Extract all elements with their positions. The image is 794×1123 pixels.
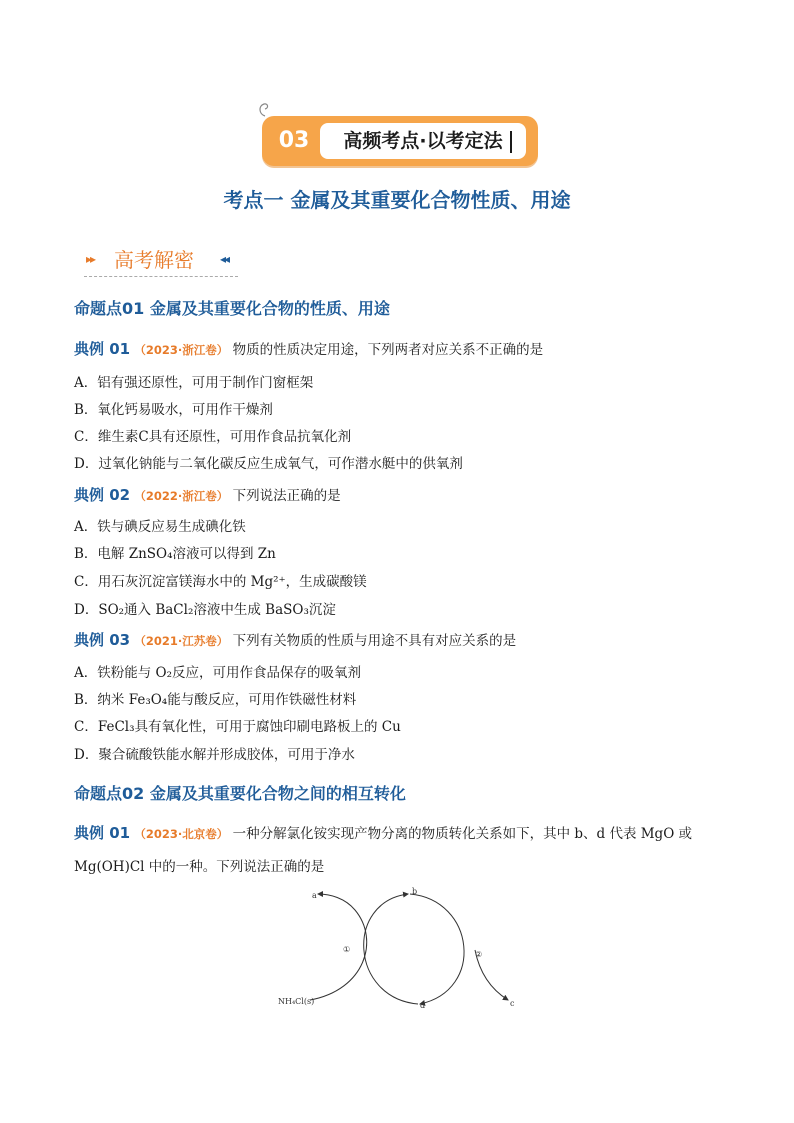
section-heading-label: 高考解密	[114, 248, 194, 272]
option-d: D．聚合硫酸铁能水解并形成胶体，可用于净水	[74, 747, 355, 763]
arrow-d-to-b	[364, 894, 418, 1004]
example-source: （2023·北京卷）	[134, 827, 229, 841]
page-title: 考点一 金属及其重要化合物性质、用途	[223, 188, 571, 212]
example-label: 典例 02	[74, 486, 131, 504]
option-c: C．用石灰沉淀富镁海水中的 Mg²⁺，生成碳酸镁	[74, 574, 367, 590]
option-a: A．铝有强还原性，可用于制作门窗框架	[74, 375, 314, 391]
option-d: D．过氧化钠能与二氧化碳反应生成氧气，可作潜水艇中的供氧剂	[74, 456, 463, 472]
diagram-label-c: c	[510, 999, 515, 1008]
option-b: B．氧化钙易吸水，可用作干燥剂	[74, 402, 273, 418]
conversion-diagram	[270, 880, 530, 1010]
section-heading	[84, 244, 240, 276]
badge-title	[320, 123, 526, 159]
example-question: 下列说法正确的是	[232, 488, 341, 504]
example-source: （2022·浙江卷）	[134, 489, 229, 503]
diagram-label-a: a	[312, 891, 317, 900]
example-question: 一种分解氯化铵实现产物分离的物质转化关系如下，其中 b、d 代表 MgO 或	[232, 826, 693, 842]
example-2-stem	[74, 486, 341, 505]
example-1-stem	[74, 340, 543, 359]
badge-number: 03	[278, 128, 310, 153]
text-cursor	[510, 131, 512, 153]
option-c: C．维生素C具有还原性，可用作食品抗氧化剂	[74, 429, 352, 445]
example-source: （2023·浙江卷）	[134, 343, 229, 357]
option-b: B．纳米 Fe₃O₄能与酸反应，可用作铁磁性材料	[74, 692, 357, 708]
example-label: 典例 01	[74, 824, 131, 842]
example-source: （2021·江苏卷）	[134, 634, 229, 648]
option-a: A．铁粉能与 O₂反应，可用作食品保存的吸氧剂	[74, 665, 362, 681]
example-question: 物质的性质决定用途，下列两者对应关系不正确的是	[232, 342, 544, 358]
badge-body	[262, 116, 538, 166]
diagram-label-step1: ①	[343, 945, 351, 954]
example-4-stem	[74, 824, 692, 843]
swirl-decoration-icon	[256, 96, 274, 118]
example-3-stem	[74, 631, 516, 650]
left-arrows-icon: ◂◂	[220, 252, 229, 266]
option-d: D．SO₂通入 BaCl₂溶液中生成 BaSO₃沉淀	[74, 602, 336, 618]
example-label: 典例 01	[74, 340, 131, 358]
option-a: A．铁与碘反应易生成碘化铁	[74, 519, 246, 535]
arrow-b-to-d	[410, 894, 464, 1004]
example-4-stem-cont: Mg(OH)Cl 中的一种。下列说法正确的是	[74, 859, 325, 875]
diagram-label-b: b	[412, 887, 418, 896]
topic-heading-2: 命题点02 金属及其重要化合物之间的相互转化	[74, 784, 406, 803]
example-label: 典例 03	[74, 631, 131, 649]
dashed-divider	[84, 276, 238, 277]
badge-title-text: 高频考点·以考定法	[343, 130, 503, 152]
option-b: B．电解 ZnSO₄溶液可以得到 Zn	[74, 546, 276, 562]
diagram-label-start: NH₄Cl(s)	[278, 997, 315, 1006]
diagram-label-d: d	[420, 1001, 426, 1010]
right-arrows-icon: ▸▸	[86, 252, 95, 266]
diagram-label-step2: ②	[475, 950, 483, 959]
option-c: C．FeCl₃具有氧化性，可用于腐蚀印刷电路板上的 Cu	[74, 719, 401, 735]
section-badge	[262, 110, 542, 168]
example-question: 下列有关物质的性质与用途不具有对应关系的是	[232, 633, 517, 649]
arrow-to-a	[310, 894, 367, 1000]
topic-heading-1: 命题点01 金属及其重要化合物的性质、用途	[74, 299, 390, 318]
